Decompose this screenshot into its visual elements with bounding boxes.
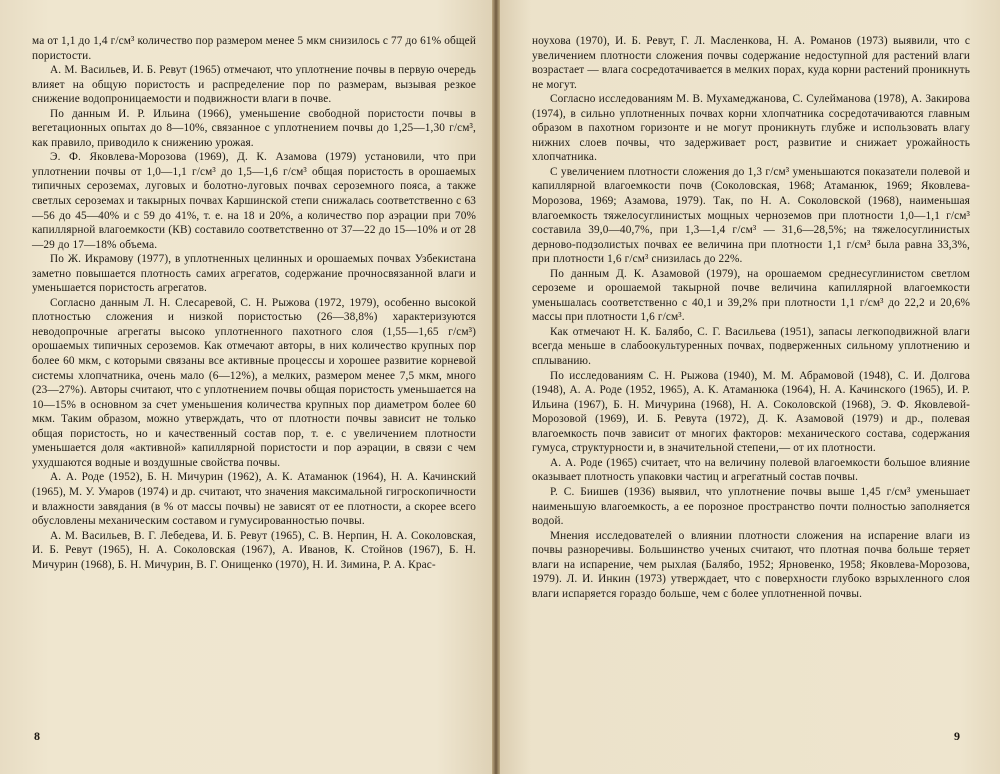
paragraph: А. А. Роде (1965) считает, что на величину полевой влагоемкости большое влияние оказывает плотность упаковки частиц и агрегатный состав почвы. (532, 456, 970, 484)
page-number-left: 8 (34, 729, 40, 743)
book-gutter (492, 0, 500, 774)
paragraph: ма от 1,1 до 1,4 г/см³ количество пор размером менее 5 мкм снизилось с 77 до 61% общей пористости. (32, 35, 476, 62)
right-page-text (532, 34, 970, 601)
paragraph: Р. С. Биишев (1936) выявил, что уплотнение почвы выше 1,45 г/см³ уменьшает наименьшую влагоемкость, а ее порозное пространство почти полностью заполняется водой. (532, 485, 970, 528)
paragraph: По данным Д. К. Азамовой (1979), на орошаемом среднесуглинистом светлом сероземе и орошаемой такырной почве величина капиллярной влагоемкости уменьшалась соответственно с 40,1 и 39,2% при плотности 1,1 г/см³ до 22,2 и 20,6% массы при плотности 1,6 г/см³. (532, 267, 970, 324)
page-number-right: 9 (954, 729, 960, 743)
paragraph: А. М. Васильев, В. Г. Лебедева, И. Б. Ревут (1965), С. В. Нерпин, Н. А. Соколовская, И. Б. Ревут (1965), Н. А. Соколовская (1967), А. Иванов, К. Стойнов (1967), Б. Н. Мичурин (1968), Б. Н. Мичурин, В. Г. Онищенко (1970), Н. И. Зимина, Р. А. Крас- (32, 529, 476, 571)
paragraph: По исследованиям С. Н. Рыжова (1940), М. М. Абрамовой (1948), С. И. Долгова (1948), А. А. Роде (1952, 1965), А. К. Атаманюка (1964), Н. А. Качинского (1965), И. Р. Ильина (1967), Б. Н. Мичурина (1968), Н. А. Соколовской (1968), Э. Ф. Яковлевой-Морозовой (1969), И. Б. Ревута (1972), Д. К. Азамовой (1979) и др., полевая влагоемкость почв зависит от многих факторов: механического состава, содержания гумуса, структурности и, в значительной степени,— от их плотности. (532, 369, 970, 455)
paragraph: По Ж. Икрамову (1977), в уплотненных целинных и орошаемых почвах Узбекистана заметно повышается плотность самих агрегатов, содержание прочносвязанной влаги и уменьшается пористость агрегатов. (32, 253, 476, 295)
paragraph: А. А. Роде (1952), Б. Н. Мичурин (1962), А. К. Атаманюк (1964), Н. А. Качинский (1965), М. У. Умаров (1974) и др. считают, что значения максимальной гигроскопичности и влажности завядания (в % от массы почвы) не зависят от ее плотности, а скорее всего обусловлены механическим составом и гумусированностью почвы. (32, 471, 476, 528)
paragraph: Как отмечают Н. К. Балябо, С. Г. Васильева (1951), запасы легкоподвижной влаги всегда меньше в слабоокультуренных почвах, подверженных сильному уплотнению и сплыванию. (532, 325, 970, 368)
paragraph: Э. Ф. Яковлева-Морозова (1969), Д. К. Азамова (1979) установили, что при уплотнении почвы от 1,0—1,1 г/см³ до 1,5—1,6 г/см³ общая пористость в орошаемых типичных сероземах, луговых и болотно-луговых почвах сероземного пояса, а также светлых сероземах и такырных почвах Каршинской степи снижалась соответственно с 63—56 до 45—40% и с 59 до 41%, т. е. на 18 и 20%, а количество пор аэрации при 70% капиллярной влагоемкости (КВ) составило соответственно от 37—22 до 15—10% и от 28—29 до 17—18% объема. (32, 151, 476, 251)
paragraph: С увеличением плотности сложения до 1,3 г/см³ уменьшаются показатели полевой и капиллярной влагоемкости почв (Соколовская, 1968; Атаманюк, 1969; Яковлева-Морозова, 1969; Азамова, 1979). Так, по Н. А. Соколовской (1968), наименьшая влагоемкость тяжелосуглинистых мощных черноземов при плотности 1,0—1,1 г/см³ составила 39,0—40,7%, при 1,3—1,4 г/см³ — 31,6—28,5%; на тяжелосуглинистых дерново-подзолистых почвах ее величина при плотности 1,1 г/см³ была равна 33,3%, при плотности 1,6 г/см³ снизилась до 22%. (532, 165, 970, 266)
left-page-text (32, 34, 476, 572)
paragraph: По данным И. Р. Ильина (1966), уменьшение свободной пористости почвы в вегетационных опытах до 8—10%, связанное с уплотнением почвы до 1,25—1,30 г/см³, как правило, приводило к снижению урожая. (32, 107, 476, 149)
paragraph: ноухова (1970), И. Б. Ревут, Г. Л. Масленкова, Н. А. Романов (1973) выявили, что с увеличением плотности сложения почвы содержание недоступной для растений влаги возрастает — влага сосредотачивается в мелких порах, куда корни растений проникнуть не могут. (532, 35, 970, 91)
paragraph: Согласно исследованиям М. В. Мухамеджанова, С. Сулейманова (1978), А. Закирова (1974), в сильно уплотненных почвах корни хлопчатника сосредотачиваются главным образом в пахотном горизонте и не могут проникнуть глубже и использовать влагу нижних слоев почвы, что задерживает рост, развитие и снижает урожайность хлопчатника. (532, 93, 970, 164)
paragraph: А. М. Васильев, И. Б. Ревут (1965) отмечают, что уплотнение почвы в первую очередь влияет на общую пористость и распределение пор по размерам, вызывая резкое снижение водопроницаемости и подвижности влаги в почве. (32, 64, 476, 106)
left-page (0, 0, 496, 774)
paragraph: Согласно данным Л. Н. Слесаревой, С. Н. Рыжова (1972, 1979), особенно высокой плотностью сложения и низкой пористостью (26—38,8%) характеризуются неводопрочные агрегаты высоко уплотненного пахотного слоя (1,55—1,65 г/см³) орошаемых типичных сероземов. Как отмечают авторы, в них количество крупных пор более 60 мкм, с которыми связаны все активные процессы и хорошее развитие корневой системы хлопчатника, очень мало (6—12%), а мелких, размером менее 7,5 мкм, много (23—27%). Авторы считают, что с уплотнением почвы общая пористость уменьшается на 10—15% в основном за счет уменьшения количества крупных пор диаметром более 60 мкм. Таким образом, можно утверждать, что от плотности почвы зависит не только общая пористость, но и качественный состав пор, т. е. с увеличением плотности уменьшается доля «активной» капиллярной пористости и пор аэрации, в связи с чем ухудшаются водные и воздушные свойства почвы. (32, 296, 476, 469)
paragraph: Мнения исследователей о влиянии плотности сложения на испарение влаги из почвы разноречивы. Большинство ученых считают, что плотная почва больше теряет влаги на испарение, чем рыхлая (Балябо, 1952; Ярновенко, 1958; Яковлева-Морозова, 1979). Л. И. Инкин (1973) утверждает, что с поверхности глубоко взрыхленного слоя влаги испаряется гораздо больше, чем с более уплотненной почвы. (532, 529, 970, 600)
right-page (496, 0, 1000, 774)
